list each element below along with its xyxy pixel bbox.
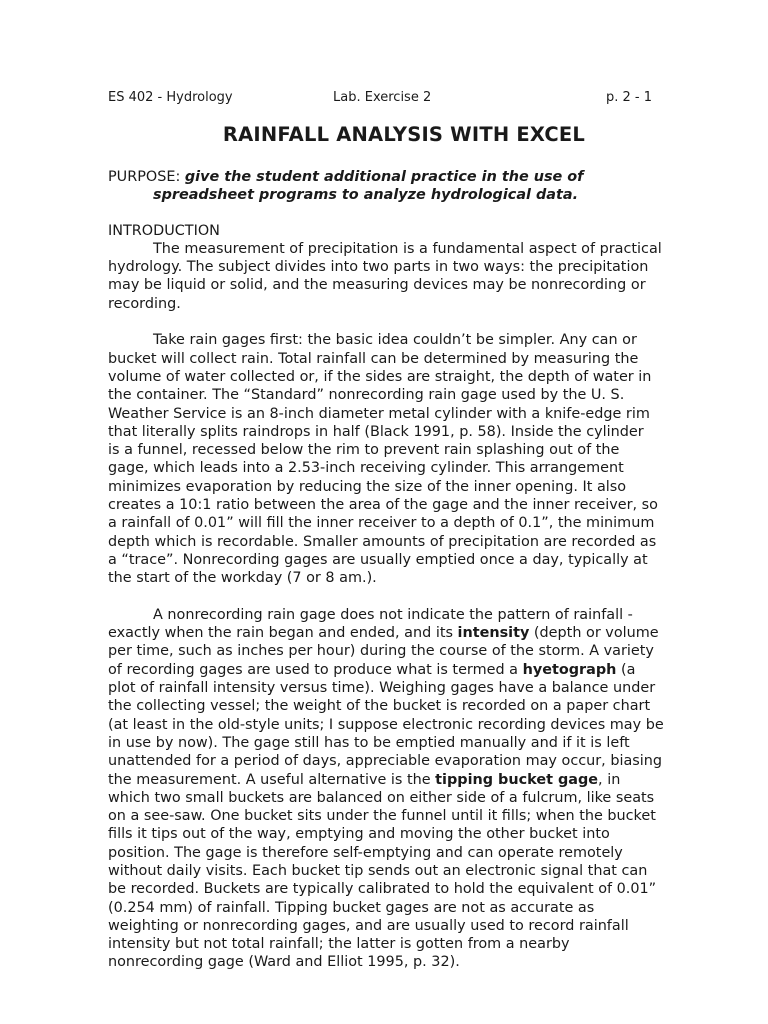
paragraph-line: gage, which leads into a 2.53-inch receiving cylinder. This arrangement	[108, 460, 624, 477]
paragraph-line: position. The gage is therefore self-emptying and can operate remotely	[108, 844, 623, 861]
document-title: RAINFALL ANALYSIS WITH EXCEL	[222, 123, 586, 146]
term-tipping-bucket-gage: tipping bucket gage	[435, 771, 599, 788]
page-header	[108, 90, 700, 112]
page-number: p. 2 - 1	[606, 90, 653, 105]
introduction-heading: INTRODUCTION	[108, 222, 220, 239]
text-run: (depth or volume	[529, 625, 659, 642]
paragraph-line: in use by now). The gage still has to be emptied manually and if it is left	[108, 734, 630, 751]
paragraph-2	[108, 331, 700, 587]
paragraph-line: a “trace”. Nonrecording gages are usually emptied once a day, typically at	[108, 551, 648, 568]
paragraph-line: without daily visits. Each bucket tip sends out an electronic signal that can	[108, 862, 648, 879]
paragraph-line: hydrology. The subject divides into two parts in two ways: the precipitation	[108, 259, 649, 276]
paragraph-line: creates a 10:1 ratio between the area of the gage and the inner receiver, so	[108, 497, 658, 514]
lab-exercise-label: Lab. Exercise 2	[333, 90, 432, 105]
paragraph-line: depth which is recordable. Smaller amounts of precipitation are recorded as	[108, 533, 657, 550]
course-name: ES 402 - Hydrology	[108, 90, 233, 105]
paragraph-line: weighting or nonrecording gages, and are usually used to record rainfall	[108, 917, 629, 934]
paragraph-line: be recorded. Buckets are typically calibrated to hold the equivalent of 0.01”	[108, 881, 657, 898]
paragraph-line	[108, 661, 700, 679]
paragraph-line: A nonrecording rain gage does not indicate the pattern of rainfall -	[153, 606, 633, 623]
term-hyetograph: hyetograph	[522, 661, 617, 678]
paragraph-line: that literally splits raindrops in half (Black 1991, p. 58). Inside the cylinder	[108, 423, 644, 440]
text-run: (a	[616, 661, 636, 678]
paragraph-line: minimizes evaporation by reducing the size of the inner opening. It also	[108, 478, 627, 495]
paragraph-line: The measurement of precipitation is a fundamental aspect of practical	[153, 240, 662, 257]
paragraph-line: which two small buckets are balanced on either side of a fulcrum, like seats	[108, 789, 655, 806]
paragraph-line	[108, 624, 700, 642]
paragraph-3	[108, 606, 700, 972]
paragraph-line: the collecting vessel; the weight of the bucket is recorded on a paper chart	[108, 698, 651, 715]
paragraph-line: (0.254 mm) of rainfall. Tipping bucket gages are not as accurate as	[108, 899, 595, 916]
purpose-label: PURPOSE:	[108, 169, 181, 185]
paragraph-line: volume of water collected or, if the sides are straight, the depth of water in	[108, 368, 652, 385]
paragraph-line: nonrecording gage (Ward and Elliot 1995, p. 32).	[108, 954, 460, 971]
paragraph-line: the start of the workday (7 or 8 am.).	[108, 570, 377, 587]
text-run: , in	[598, 771, 621, 788]
paragraph-line: plot of rainfall intensity versus time). Weighing gages have a balance under	[108, 680, 656, 697]
paragraph-line: bucket will collect rain. Total rainfall can be determined by measuring the	[108, 350, 639, 367]
purpose-statement	[108, 168, 700, 205]
paragraph-1	[108, 240, 700, 313]
paragraph-line: is a funnel, recessed below the rim to prevent rain splashing out of the	[108, 442, 620, 459]
paragraph-line: the container. The “Standard” nonrecording rain gage used by the U. S.	[108, 387, 625, 404]
paragraph-line: intensity but not total rainfall; the latter is gotten from a nearby	[108, 936, 570, 953]
text-run: of recording gages are used to produce what is termed a	[108, 661, 523, 678]
purpose-text-line-1: give the student additional practice in the use of	[184, 169, 584, 185]
paragraph-line: on a see-saw. One bucket sits under the funnel until it fills; when the bucket	[108, 808, 656, 825]
paragraph-line: recording.	[108, 295, 181, 312]
paragraph-line: may be liquid or solid, and the measuring devices may be nonrecording or	[108, 277, 646, 294]
document-page	[108, 90, 700, 972]
term-intensity: intensity	[457, 625, 530, 642]
paragraph-line: unattended for a period of days, appreciable evaporation may occur, biasing	[108, 753, 663, 770]
paragraph-line: Weather Service is an 8-inch diameter metal cylinder with a knife-edge rim	[108, 405, 650, 422]
paragraph-line: per time, such as inches per hour) during the course of the storm. A variety	[108, 643, 654, 660]
text-run: exactly when the rain began and ended, and its	[108, 625, 458, 642]
paragraph-line	[108, 771, 700, 789]
text-run: the measurement. A useful alternative is the	[108, 771, 436, 788]
paragraph-line: fills it tips out of the way, emptying and moving the other bucket into	[108, 826, 610, 843]
paragraph-line: (at least in the old-style units; I suppose electronic recording devices may be	[108, 716, 664, 733]
purpose-text-line-2: spreadsheet programs to analyze hydrological data.	[153, 187, 579, 204]
paragraph-line: a rainfall of 0.01” will fill the inner receiver to a depth of 0.1”, the minimum	[108, 515, 655, 532]
paragraph-line: Take rain gages first: the basic idea couldn’t be simpler. Any can or	[153, 332, 637, 349]
